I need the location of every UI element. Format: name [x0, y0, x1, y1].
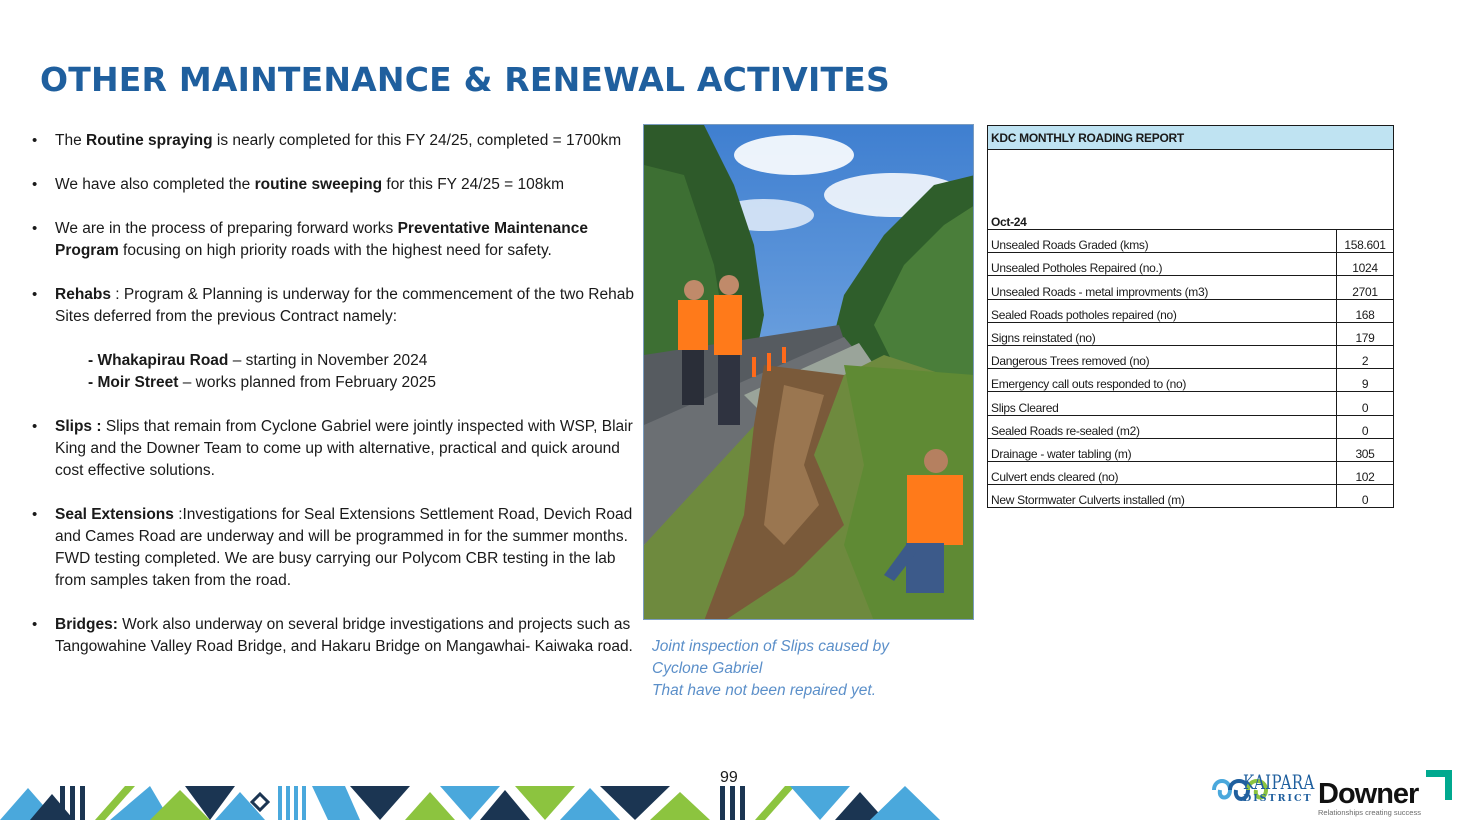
bullet-preventative-maintenance: • We are in the process of preparing forward works Preventative Maintenance Program focusing on high priority roads with the highest need for safety. — [30, 218, 640, 262]
caption-line: Joint inspection of Slips caused by — [652, 638, 889, 655]
row-value: 158.601 — [1337, 230, 1394, 253]
rehab-sites-list — [88, 350, 640, 394]
row-label: Emergency call outs responded to (no) — [988, 369, 1337, 392]
table-row — [988, 299, 1394, 322]
row-value: 9 — [1337, 369, 1394, 392]
table-row — [988, 415, 1394, 438]
table-row — [988, 438, 1394, 461]
caption-line: That have not been repaired yet. — [652, 682, 877, 699]
row-value: 305 — [1337, 438, 1394, 461]
footer-pattern-band — [0, 782, 960, 822]
slip-inspection-photo — [643, 124, 974, 620]
row-value: 2701 — [1337, 276, 1394, 299]
bullet-seal-extensions: • Seal Extensions :Investigations for Seal Extensions Settlement Road, Devich Road and Cames Road are underway and will be programmed in for the summer months. FWD testing completed. We are busy carrying our Polycom CBR testing in the lab from samples taken from the road. — [30, 504, 640, 592]
report-spacer-row — [988, 150, 1394, 210]
caption-line: Cyclone Gabriel — [652, 660, 763, 677]
table-row — [988, 345, 1394, 368]
row-label: Dangerous Trees removed (no) — [988, 345, 1337, 368]
report-month: Oct-24 — [988, 210, 1394, 230]
page-title: OTHER MAINTENANCE & RENEWAL ACTIVITES — [40, 60, 890, 99]
photo-illustration — [644, 125, 974, 620]
photo-caption — [652, 636, 972, 702]
bullet-rehabs: • Rehabs : Program & Planning is underway for the commencement of the two Rehab Sites deferred from the previous Contract namely: - Whakapirau Road – starting in November 2024 - Moir Street – works planned from February 2025 — [30, 284, 640, 394]
table-row — [988, 276, 1394, 299]
row-value: 0 — [1337, 485, 1394, 508]
downer-logo-text: Downer — [1318, 778, 1419, 810]
kaipara-logo-subtext: DISTRICT — [1243, 793, 1313, 804]
bullet-list — [30, 130, 640, 680]
row-value: 1024 — [1337, 253, 1394, 276]
table-row — [988, 485, 1394, 508]
row-value: 0 — [1337, 415, 1394, 438]
report-month-row — [988, 210, 1394, 230]
bullet-slips: • Slips : Slips that remain from Cyclone Gabriel were jointly inspected with WSP, Blair King and the Downer Team to come up with alternative, practical and quick around cost effective solutions. — [30, 416, 640, 482]
downer-tagline: Relationships creating success — [1318, 808, 1421, 817]
rehab-site-item: - Moir Street – works planned from February 2025 — [88, 374, 437, 391]
row-value: 2 — [1337, 345, 1394, 368]
row-label: Sealed Roads potholes repaired (no) — [988, 299, 1337, 322]
row-label: Drainage - water tabling (m) — [988, 438, 1337, 461]
row-label: Unsealed Potholes Repaired (no.) — [988, 253, 1337, 276]
row-label: Signs reinstated (no) — [988, 322, 1337, 345]
row-label: Culvert ends cleared (no) — [988, 461, 1337, 484]
table-row — [988, 230, 1394, 253]
bullet-bridges: • Bridges: Work also underway on several bridge investigations and projects such as Tangowahine Valley Road Bridge, and Hakaru Bridge on Mangawhai- Kaiwaka road. — [30, 614, 640, 658]
table-row — [988, 369, 1394, 392]
row-value: 102 — [1337, 461, 1394, 484]
row-label: Slips Cleared — [988, 392, 1337, 415]
row-label: New Stormwater Culverts installed (m) — [988, 485, 1337, 508]
table-row — [988, 322, 1394, 345]
rehab-site-item: - Whakapirau Road – starting in November 2024 — [88, 352, 428, 369]
row-value: 168 — [1337, 299, 1394, 322]
kaipara-logo-text: KAIPARA — [1243, 770, 1315, 794]
table-row — [988, 392, 1394, 415]
row-label: Sealed Roads re-sealed (m2) — [988, 415, 1337, 438]
row-value: 0 — [1337, 392, 1394, 415]
report-title: KDC MONTHLY ROADING REPORT — [988, 126, 1394, 150]
row-label: Unsealed Roads Graded (kms) — [988, 230, 1337, 253]
table-row — [988, 461, 1394, 484]
report-header-row — [988, 126, 1394, 150]
table-row — [988, 253, 1394, 276]
page-number: 99 — [720, 769, 738, 786]
monthly-roading-report-table — [987, 125, 1394, 508]
bullet-routine-sweeping: • We have also completed the routine sweeping for this FY 24/25 = 108km — [30, 174, 640, 196]
row-value: 179 — [1337, 322, 1394, 345]
bullet-routine-spraying: • The Routine spraying is nearly completed for this FY 24/25, completed = 1700km — [30, 130, 640, 152]
downer-logo-mark-icon — [1426, 770, 1452, 800]
row-label: Unsealed Roads - metal improvments (m3) — [988, 276, 1337, 299]
